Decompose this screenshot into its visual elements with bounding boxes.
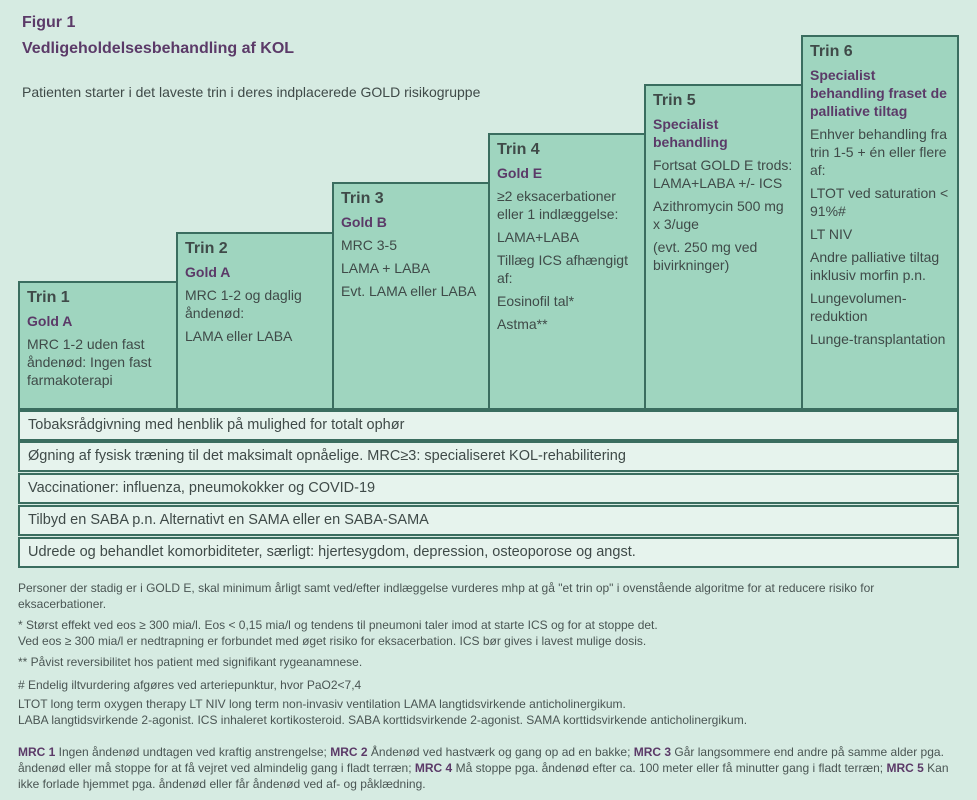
step-item: Astma**	[497, 316, 548, 332]
step-trin-3	[332, 182, 490, 410]
note-astma: ** Påvist reversibilitet hos patient med signifikant rygeanamnese.	[18, 655, 363, 669]
figure-subtitle: Patienten starter i det laveste trin i deres indplacerede GOLD risikogruppe	[22, 84, 481, 100]
band-saba: Tilbyd en SABA p.n. Alternativt en SAMA eller en SABA-SAMA	[18, 505, 959, 536]
note-line: Ved eos ≥ 300 mia/l er nedtrapning er forbundet med øget risiko for eksacerbation. ICS bør gives i lavest mulige dosis.	[18, 634, 647, 648]
step-group: Gold A	[185, 264, 231, 280]
band-vaccinationer: Vaccinationer: influenza, pneumokokker og COVID-19	[18, 473, 959, 504]
step-item: MRC 3-5	[341, 237, 398, 253]
step-group: Gold A	[27, 313, 73, 329]
mrc-label: MRC 5	[886, 761, 924, 775]
step-item: Andre palliative tiltag inklusiv morfin p.n.	[810, 249, 940, 283]
note-gold-e: Personer der stadig er i GOLD E, skal minimum årligt samt ved/efter indlæggelse vurderes mhp at gå "et trin op" i ovenstående algoritme for at reducere risiko for eksacerbationer.	[18, 581, 875, 611]
step-group: Gold B	[341, 214, 387, 230]
note-abbreviations	[18, 696, 953, 728]
mrc-text: Går langsommere end andre på samme alder pga. åndenød eller må stoppe for at få vejret ved almindelig gang i fladt terræn;	[18, 745, 944, 775]
step-item: LAMA eller LABA	[185, 328, 293, 344]
step-group: Gold E	[497, 165, 543, 181]
step-item: ≥2 eksacerbationer eller 1 indlæggelse:	[497, 188, 619, 222]
band-tobaksradgivning: Tobaksrådgivning med henblik på mulighed for totalt ophør	[18, 410, 959, 441]
step-item: Fortsat GOLD E trods: LAMA+LABA +/- ICS	[653, 157, 793, 191]
note-mrc-scale	[18, 744, 953, 792]
step-trin-2	[176, 232, 334, 410]
step-title: Trin 5	[653, 92, 696, 109]
step-item: LT NIV	[810, 226, 853, 242]
step-title: Trin 3	[341, 190, 384, 207]
step-title: Trin 6	[810, 43, 853, 60]
step-item: Eosinofil tal*	[497, 293, 575, 309]
mrc-text: Kan ikke forlade hjemmet pga. åndenød eller får åndenød ved af- og påklædning.	[18, 761, 949, 791]
note-line: * Størst effekt ved eos ≥ 300 mia/l. Eos < 0,15 mia/l og tendens til pneumoni taler imod at starte ICS og for at stoppe det.	[18, 618, 658, 632]
mrc-text: Ingen åndenød undtagen ved kraftig anstrengelse;	[55, 745, 331, 759]
band-komorbiditeter: Udrede og behandlet komorbiditeter, særligt: hjertesygdom, depression, osteoporose og angst.	[18, 537, 959, 568]
step-item: MRC 1-2 og daglig åndenød:	[185, 287, 302, 321]
step-item: (evt. 250 mg ved bivirkninger)	[653, 239, 758, 273]
step-item: LAMA+LABA	[497, 229, 580, 245]
step-group: Specialist behandling	[653, 116, 728, 150]
step-trin-4	[488, 133, 646, 410]
note-eosinofil	[18, 617, 953, 649]
step-item: Enhver behandling fra trin 1-5 + én eller flere af:	[810, 126, 947, 178]
mrc-label: MRC 4	[414, 761, 453, 775]
step-item: Azithromycin 500 mg x 3/uge	[653, 198, 784, 232]
mrc-label: MRC 3	[633, 745, 672, 759]
step-trin-1	[18, 281, 178, 410]
figure-label: Figur 1	[22, 14, 76, 31]
step-title: Trin 4	[497, 141, 540, 158]
step-trin-5	[644, 84, 803, 410]
step-trin-6	[801, 35, 959, 410]
step-item: LAMA + LABA	[341, 260, 431, 276]
mrc-text: Åndenød ved hastværk og gang op ad en bakke;	[367, 745, 634, 759]
note-line: LABA langtidsvirkende 2-agonist. ICS inhaleret kortikosteroid. SABA korttidsvirkende 2-agonist. SAMA korttidsvirkende anticholinergikum.	[18, 713, 748, 727]
note-line: LTOT long term oxygen therapy LT NIV long term non-invasiv ventilation LAMA langtidsvirkende anticholinergikum.	[18, 697, 626, 711]
step-item: Lungevolumen-reduktion	[810, 290, 907, 324]
step-item: Evt. LAMA eller LABA	[341, 283, 477, 299]
note-ilt: # Endelig iltvurdering afgøres ved arteriepunktur, hvor PaO2<7,4	[18, 678, 362, 692]
step-group: Specialist behandling fraset de palliative tiltag	[810, 67, 947, 119]
step-item: MRC 1-2 uden fast åndenød: Ingen fast farmakoterapi	[27, 336, 152, 388]
step-item: LTOT ved saturation < 91%#	[810, 185, 949, 219]
step-title: Trin 2	[185, 240, 228, 257]
figure-title: Vedligeholdelsesbehandling af KOL	[22, 40, 295, 57]
band-fysisk-traening: Øgning af fysisk træning til det maksimalt opnåelige. MRC≥3: specialiseret KOL-rehabilitering	[18, 441, 959, 472]
step-item: Lunge-transplantation	[810, 331, 946, 347]
mrc-label: MRC 1	[18, 745, 56, 759]
step-item: Tillæg ICS afhængigt af:	[497, 252, 628, 286]
step-title: Trin 1	[27, 289, 70, 306]
mrc-text: Må stoppe pga. åndenød efter ca. 100 meter eller få minutter gang i fladt terræn;	[452, 761, 887, 775]
mrc-label: MRC 2	[330, 745, 368, 759]
